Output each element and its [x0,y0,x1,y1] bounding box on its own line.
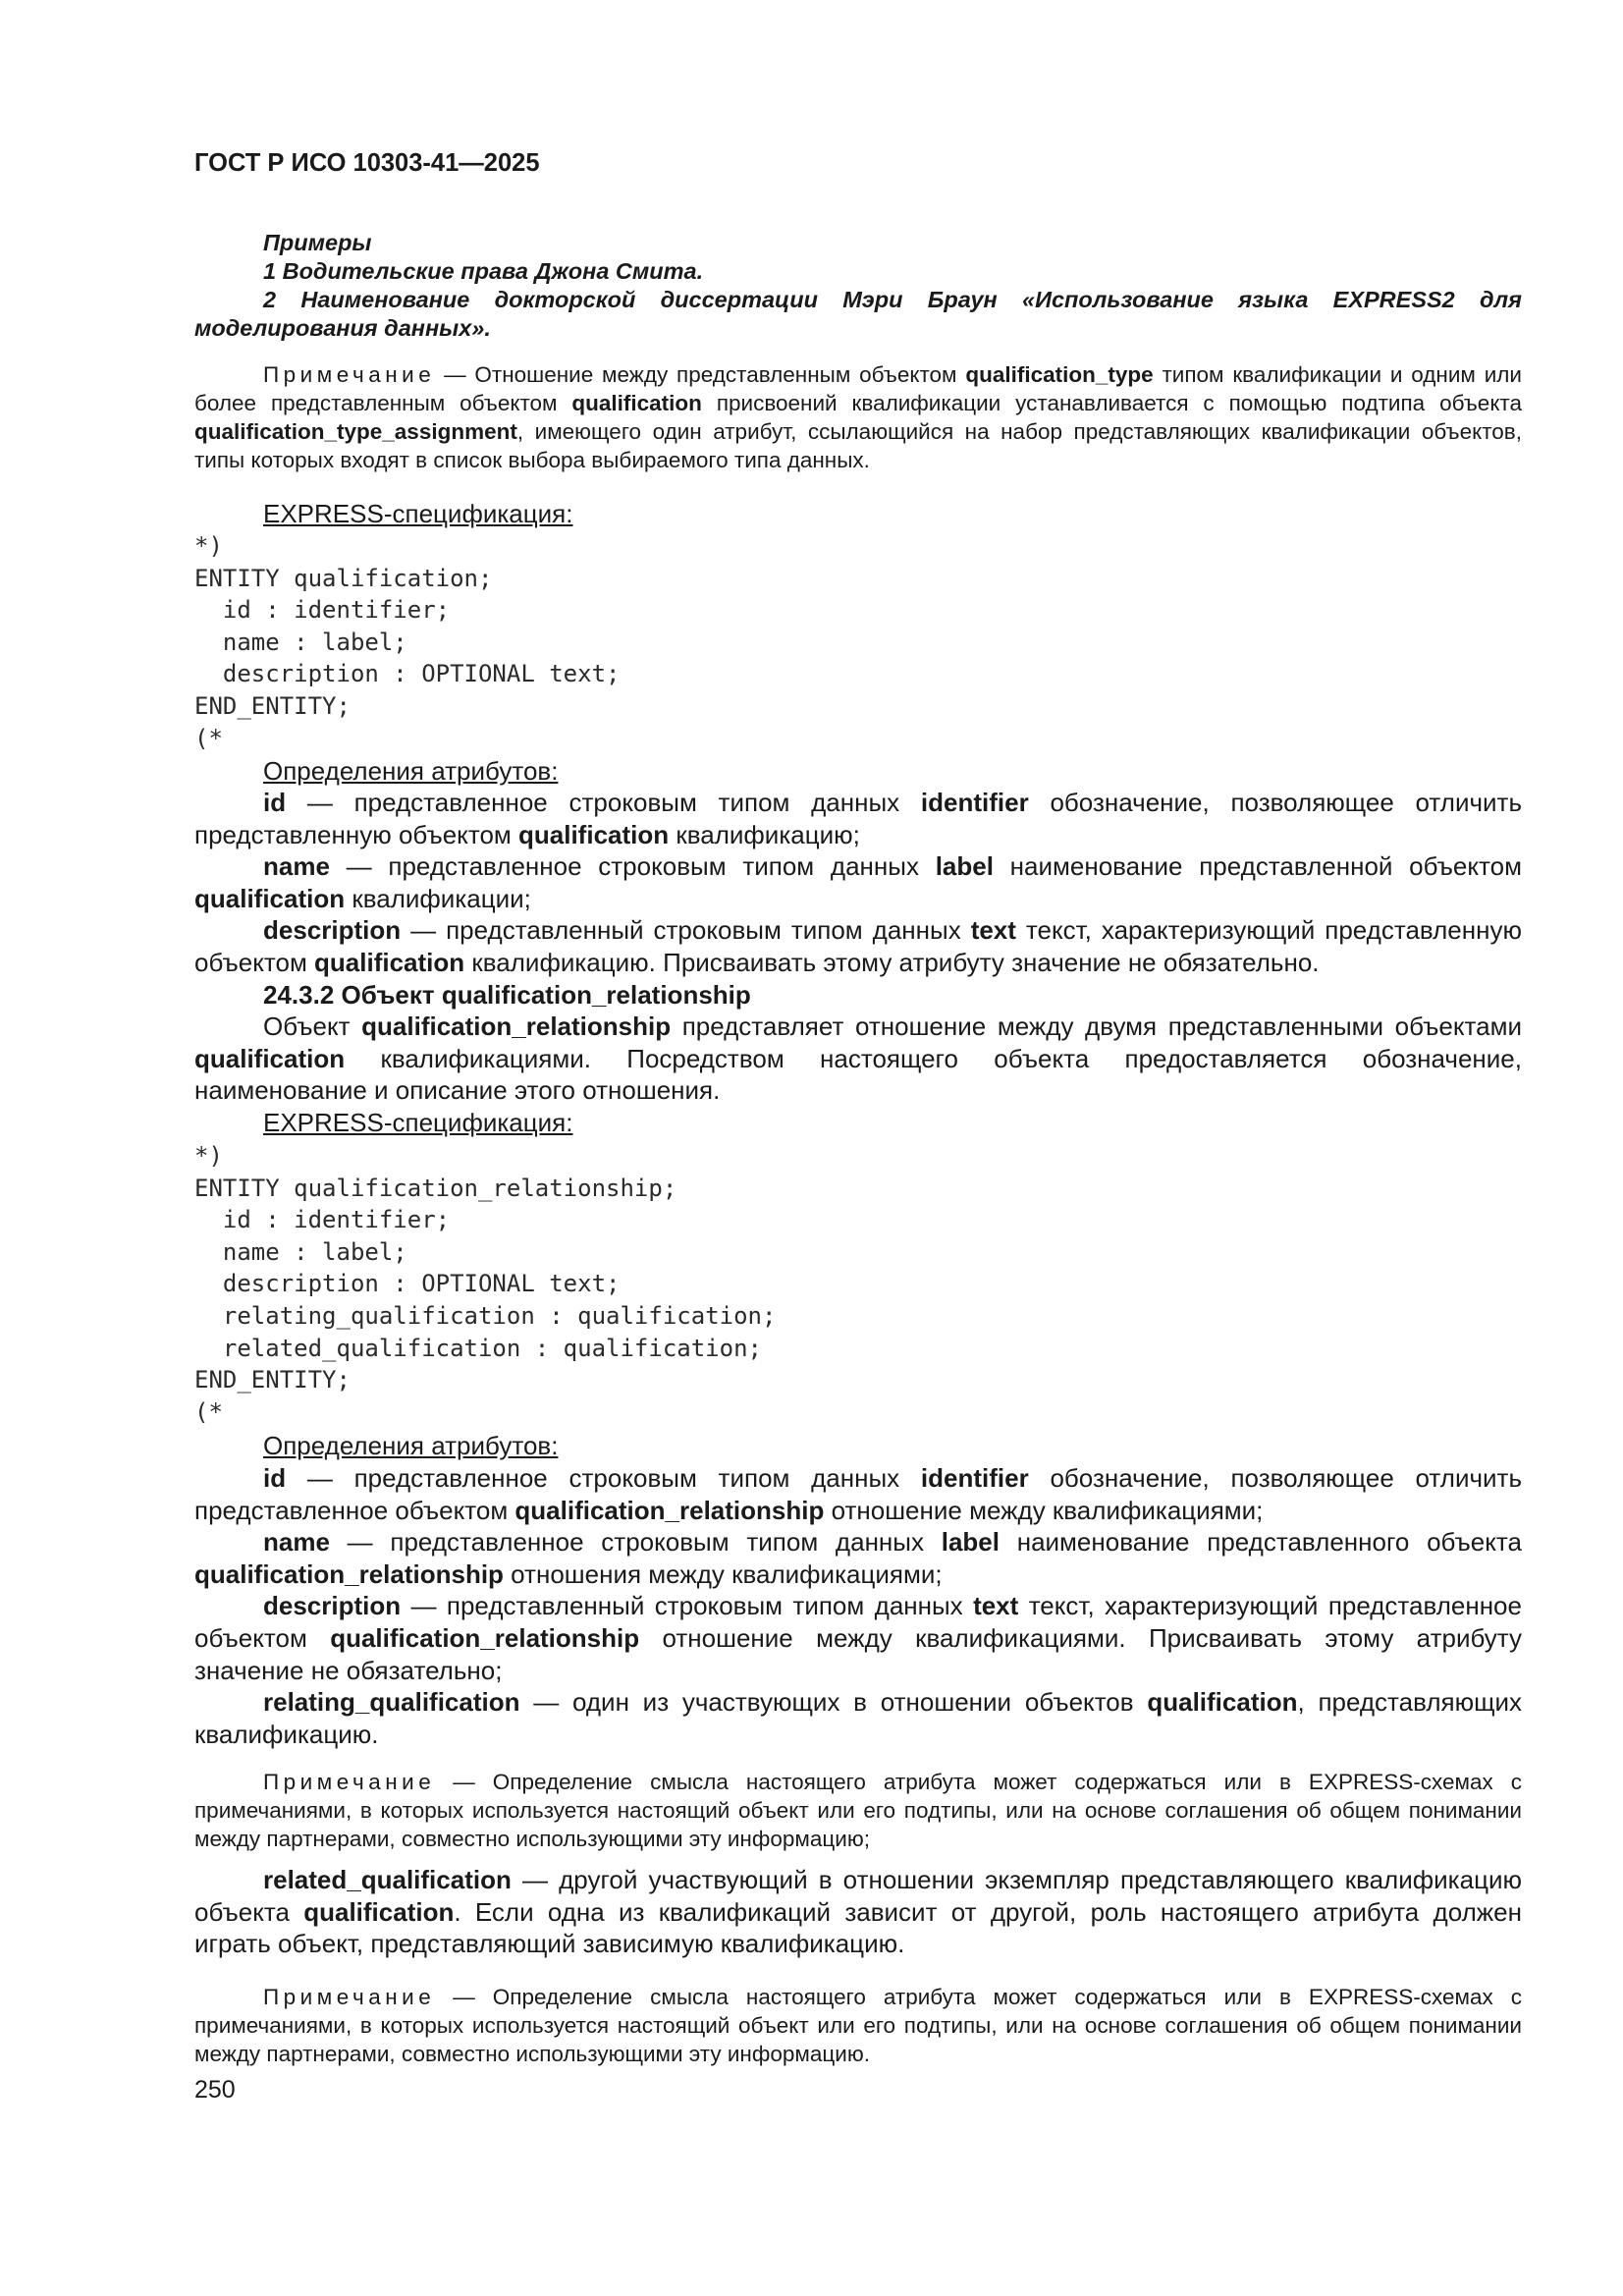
def2-relating-qualification: relating_qualification — один из участвующих в отношении объектов qualification, представляющих квалификацию. [194,1687,1522,1749]
examples-heading: Примеры [263,230,372,255]
express-spec-label-2: EXPRESS-спецификация: [263,1107,573,1137]
attribute-defs-1 [194,787,1522,1139]
def2-related-qualification: related_qualification — другой участвующий в отношении экземпляр представляющего квалификацию объекта qualification. Если одна из квалификаций зависит от другой, роль настоящего атрибута должен играть объект, представляющий зависимую квалификацию. [194,1865,1522,1959]
document-header: ГОСТ Р ИСО 10303-41—2025 [194,149,540,177]
note-2: Примечание — Определение смысла настоящего атрибута может содержаться или в EXPRESS-схемах с примечаниями, в которых используется настоящий объект или его подтипы, или на основе соглашения об общем понимании между партнерами, совместно использующими эту информацию; [194,1770,1522,1851]
section-paragraph: Объект qualification_relationship представляет отношение между двумя представленными объектами qualification квалификациями. Посредством настоящего объекта предоставляется обозначение, наименование и описание этого отношения. [194,1011,1523,1106]
section-heading: 24.3.2 Объект qualification_relationship [263,979,751,1010]
note-3: Примечание — Определение смысла настоящего атрибута может содержаться или в EXPRESS-схемах с примечаниями, в которых используется настоящий объект или его подтипы, или на основе соглашения об общем понимании между партнерами, совместно использующими эту информацию. [194,1985,1522,2066]
examples-block [194,229,1522,343]
def2-name: name — представленное строковым типом данных label наименование представленного объекта qualification_relationship отношения между квалификациями; [194,1527,1523,1589]
attribute-defs-2 [194,1462,1522,1750]
def-description: description — представленный строковым типом данных text текст, характеризующий представленную объектом qualification квалификацию. Присваивать этому атрибуту значение не обязательно. [194,915,1522,977]
express-code-1: *) ENTITY qualification; id : identifier; name : label; description : OPTIONAL text; END_ENTITY; (* [194,532,621,752]
example-2: 2 Наименование докторской диссертации Мэри Браун «Использование языка EXPRESS2 для моделирования данных». [194,287,1522,341]
def-name: name — представленное строковым типом данных label наименование представленной объектом qualification квалификации; [194,851,1522,913]
express-spec-label-1: EXPRESS-спецификация: [263,499,573,528]
def-id: id — представленное строковым типом данных identifier обозначение, позволяющее отличить представленную объектом qualification квалификацию; [194,788,1522,849]
def2-description: description — представленный строковым типом данных text текст, характеризующий представленное объектом qualification_relationship отношение между квалификациями. Присваивать этому атрибуту значение не обязательно; [194,1591,1522,1685]
def2-id: id — представленное строковым типом данных identifier обозначение, позволяющее отличить представленное объектом qualification_relationship отношение между квалификациями; [194,1463,1522,1525]
attribute-defs-label-1: Определения атрибутов: [263,756,559,786]
example-1: 1 Водительские права Джона Смита. [263,258,704,284]
page-number: 250 [194,2076,236,2104]
note-1: Примечание — Отношение между представленным объектом qualification_type типом квалификации и одним или более представленным объектом qualification присвоений квалификации устанавливается с помощью подтипа объекта qualification_type_assignment, имеющего один атрибут, ссылающийся на набор представляющих квалификации объектов, типы которых входят в список выбора выбираемого типа данных. [194,362,1523,472]
express-code-2: *) ENTITY qualification_relationship; id : identifier; name : label; description : OPTIONAL text; relating_qualification : qualification; related_qualification : qualification; END_ENTITY; (* [194,1142,777,1426]
attribute-defs-label-2: Определения атрибутов: [263,1431,559,1460]
note-label: Примечание [263,362,436,387]
